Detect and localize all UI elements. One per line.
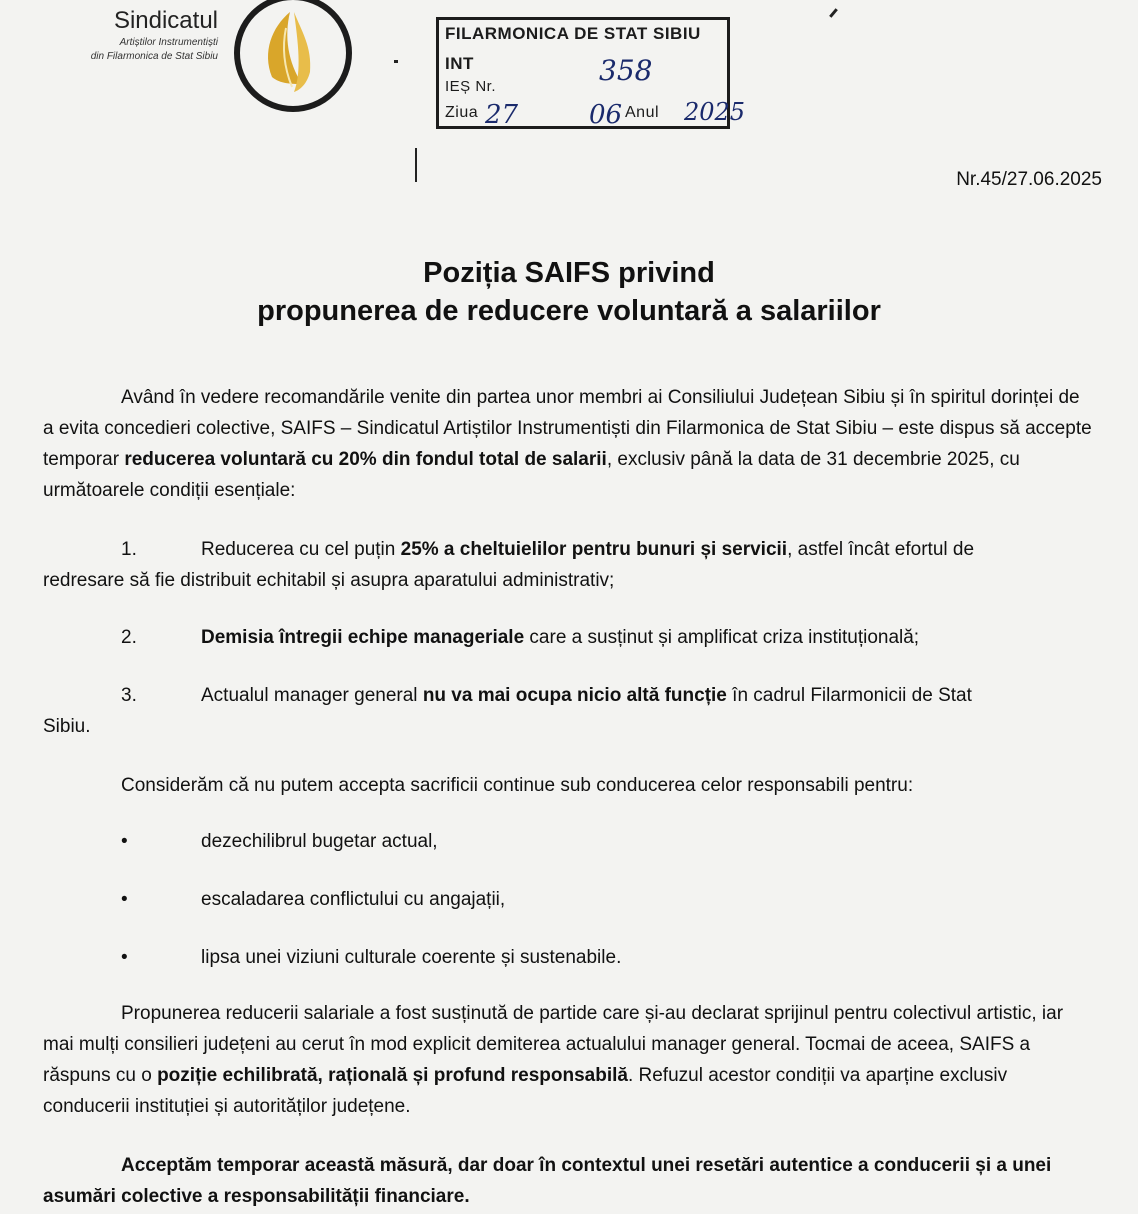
- stamp-year-label: Anul: [625, 104, 660, 121]
- bullet-marker: •: [121, 889, 128, 910]
- condition-bold: nu va mai ocupa nicio altă funcție: [422, 685, 727, 706]
- document-title: [0, 254, 1138, 330]
- ink-tick: [829, 8, 838, 18]
- condition-text-1: care a susținut și amplificat criza instituțională;: [524, 627, 920, 648]
- condition-number: 2.: [121, 627, 137, 648]
- condition-text: [43, 622, 1095, 653]
- stamp-number-handwritten: 358: [599, 54, 653, 87]
- context-bold: poziție echilibrată, rațională și profund responsabilă: [157, 1065, 628, 1086]
- condition-bold: Demisia întregii echipe manageriale: [201, 627, 525, 648]
- title-line2: propunerea de reducere voluntară a salariilor: [257, 295, 881, 327]
- intro-text-2: , exclusiv până la data de 31 decembrie 2025, cu următoarele condiții esențiale:: [43, 449, 1020, 501]
- registration-stamp: [436, 17, 746, 130]
- stamp-year-handwritten: 2025: [684, 98, 746, 126]
- union-header: [48, 6, 218, 64]
- condition-text: [43, 534, 1095, 565]
- intro-paragraph: [43, 382, 1095, 506]
- bullet-text: dezechilibrul bugetar actual,: [201, 831, 438, 852]
- condition-text-1: Reducerea cu cel puțin: [201, 539, 401, 560]
- condition-number: 3.: [121, 685, 137, 706]
- context-text-2: . Refuzul acestor condiții va aparține exclusiv conducerii instituției și autorităților județene.: [43, 1065, 1008, 1117]
- stamp-int-label: INT: [445, 54, 474, 73]
- bullet-marker: •: [121, 831, 128, 852]
- stamp-day-label: Ziua: [445, 104, 479, 121]
- context-text-1: Propunerea reducerii salariale a fost susținută de partide care și-au declarat sprijinul pentru colectivul artistic, iar mai mulți consilieri județeni au cerut în mod explicit demiterea actualului manager general. Tocmai de aceea, SAIFS a răspuns cu o: [43, 1003, 1064, 1086]
- union-subtitle-line1: Artiștilor Instrumentiști: [119, 37, 218, 48]
- ink-line: [415, 148, 417, 182]
- condition-continuation: Sibiu.: [43, 716, 91, 737]
- intro-text-1: Având în vedere recomandările venite din partea unor membri ai Consiliului Județean Sibiu și în spiritul dorinței de a evita concedieri colective, SAIFS – Sindicatul Artiștilor Instrumentiști din Filarmonica de Stat Sibiu – este dispus să accepte temporar: [43, 387, 1092, 470]
- responsibility-paragraph: Considerăm că nu putem accepta sacrificii continue sub conducerea celor responsabili pentru:: [121, 775, 914, 796]
- condition-continuation: redresare să fie distribuit echitabil și asupra aparatului administrativ;: [43, 570, 615, 591]
- union-logo-icon: [232, 0, 354, 114]
- stamp-heading: FILARMONICA DE STAT SIBIU: [445, 24, 701, 43]
- condition-text-1: Actualul manager general: [201, 685, 423, 706]
- bullet-text: escaladarea conflictului cu angajații,: [201, 889, 506, 910]
- document-number: Nr.45/27.06.2025: [956, 169, 1102, 190]
- ink-dot: [394, 60, 398, 63]
- condition-number: 1.: [121, 539, 137, 560]
- condition-item: [43, 622, 1095, 653]
- condition-item: [43, 680, 1095, 742]
- stamp-day-handwritten: 27: [485, 100, 519, 130]
- union-subtitle-line2: din Filarmonica de Stat Sibiu: [90, 51, 218, 62]
- context-paragraph: [43, 998, 1095, 1122]
- condition-bold: 25% a cheltuielilor pentru bunuri și servicii: [400, 539, 788, 560]
- stamp-ies-label: IEȘ Nr.: [445, 78, 497, 95]
- intro-bold: reducerea voluntară cu 20% din fondul total de salarii: [124, 449, 607, 470]
- condition-text-2: în cadrul Filarmonicii de Stat: [726, 685, 972, 706]
- condition-text: [43, 680, 1095, 711]
- conclusion-paragraph: Acceptăm temporar această măsură, dar doar în contextul unei resetări autentice a conducerii și a unei asumări colective a responsabilității financiare.: [43, 1155, 1052, 1207]
- bullet-text: lipsa unei viziuni culturale coerente și sustenabile.: [201, 947, 622, 968]
- condition-item: [43, 534, 1095, 596]
- union-name: Sindicatul: [113, 7, 218, 34]
- bullet-marker: •: [121, 947, 128, 968]
- title-line1: Poziția SAIFS privind: [423, 257, 715, 289]
- stamp-month-handwritten: 06: [589, 100, 623, 130]
- condition-text-2: , astfel încât efortul de: [787, 539, 975, 560]
